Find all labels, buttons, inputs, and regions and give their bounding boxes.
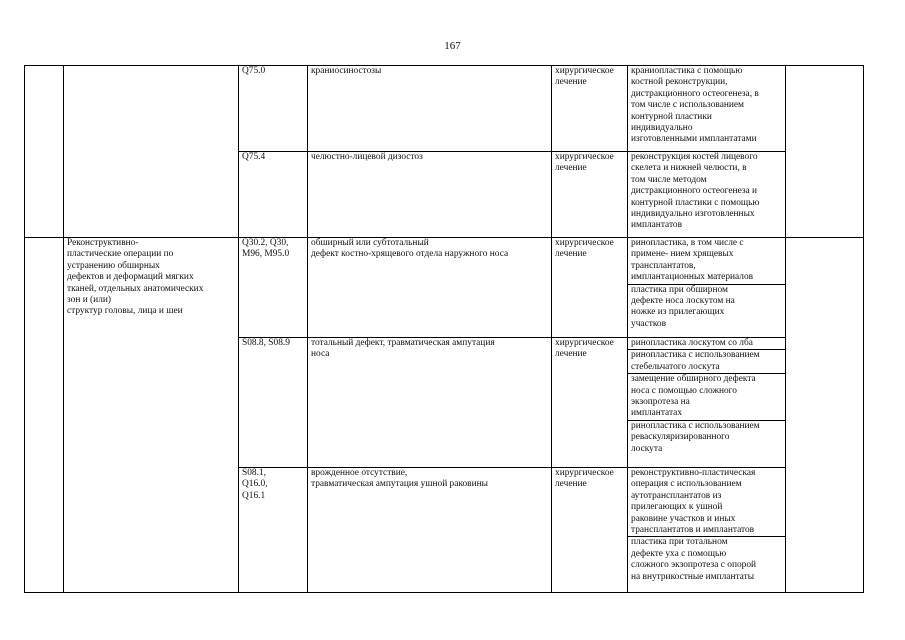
table-row — [25, 66, 864, 152]
treatment-method: ринопластика лоскутом со лба — [628, 338, 785, 350]
treatment-method-cell — [628, 468, 786, 593]
treatment-type-text: хирургическое лечение — [555, 152, 614, 174]
code-cell — [239, 238, 308, 338]
treatment-method: ринопластика с использованием стебельчатого лоскута — [628, 350, 785, 374]
diagnosis-text: врожденное отсутствие, травматическая ампутация ушной раковины — [311, 468, 488, 490]
treatment-type-text: хирургическое лечение — [555, 238, 614, 260]
code-text: S08.8, S08.9 — [242, 338, 290, 348]
medical-care-table — [24, 65, 864, 593]
treatment-method-cell — [628, 338, 786, 468]
group-name-cell — [64, 66, 239, 238]
row-number-cell — [25, 66, 64, 238]
code-text: Q75.0 — [242, 66, 266, 76]
diagnosis-text: обширный или субтотальный дефект костно-хрящевого отдела наружного носа — [311, 238, 509, 260]
diagnosis-cell — [308, 66, 552, 152]
treatment-method-cell — [628, 152, 786, 238]
row-number-cell — [25, 238, 64, 593]
diagnosis-text: краниосиностозы — [311, 66, 382, 76]
diagnosis-cell — [308, 468, 552, 593]
page-number: 167 — [444, 40, 461, 52]
code-cell — [239, 468, 308, 593]
treatment-method: ринопластика, в том числе с примене- нием хрящевых трансплантатов, имплантационных материалов — [628, 238, 785, 285]
treatment-method: пластика при тотальном дефекте уха с помощью сложного экзопротеза с опорой на внутрикостные имплантаты — [631, 537, 757, 582]
treatment-method: замещение обширного дефекта носа с помощью сложного экзопротеза на имплантатах — [628, 374, 785, 421]
treatment-type-text: хирургическое лечение — [555, 468, 614, 490]
treatment-type-cell — [552, 338, 628, 468]
code-text: S08.1, Q16.0, Q16.1 — [242, 468, 268, 501]
extra-cell — [786, 66, 864, 238]
code-cell — [239, 152, 308, 238]
treatment-method: пластика при обширном дефекте носа лоскутом на ножке из прилегающих участков — [631, 284, 735, 329]
table-row — [25, 238, 864, 338]
extra-cell — [786, 238, 864, 593]
code-cell — [239, 338, 308, 468]
diagnosis-text: тотальный дефект, травматическая ампутация носа — [311, 338, 495, 360]
group-name-text: Реконструктивно- пластические операции по устранению обширных дефектов и деформаций мягких тканей, отдельных анатомических зон и (или) структур головы, лица и шеи — [67, 238, 204, 317]
diagnosis-cell — [308, 338, 552, 468]
treatment-method-cell — [628, 66, 786, 152]
diagnosis-cell — [308, 152, 552, 238]
treatment-method: ринопластика с использованием реваскуляризированного лоскута — [631, 420, 760, 454]
treatment-method: реконструктивно-пластическая операция с использованием аутотрансплантатов из прилегающих к ушной раковине участков и иных трансплантатов и имплантатов — [628, 468, 785, 537]
treatment-type-cell — [552, 468, 628, 593]
treatment-method: краниопластика с помощью костной реконструкции, дистракционного остеогенеза, в том числе с использованием контурной пластики индивидуально изготовленными имплантатами — [631, 66, 759, 145]
diagnosis-cell — [308, 238, 552, 338]
treatment-method: реконструкция костей лицевого скелета и нижней челюсти, в том числе методом дистракционного остеогенеза и контурной пластики с помощью индивидуально изготовленных имплантатов — [631, 152, 760, 231]
code-text: Q75.4 — [242, 152, 266, 162]
treatment-type-cell — [552, 66, 628, 152]
diagnosis-text: челюстно-лицевой дизостоз — [311, 152, 423, 162]
group-name-cell — [64, 238, 239, 593]
code-text: Q30.2, Q30, M96, M95.0 — [242, 238, 290, 260]
treatment-type-cell — [552, 152, 628, 238]
code-cell — [239, 66, 308, 152]
treatment-type-text: хирургическое лечение — [555, 66, 614, 88]
treatment-type-cell — [552, 238, 628, 338]
treatment-type-text: хирургическое лечение — [555, 338, 614, 360]
treatment-method-cell — [628, 238, 786, 338]
